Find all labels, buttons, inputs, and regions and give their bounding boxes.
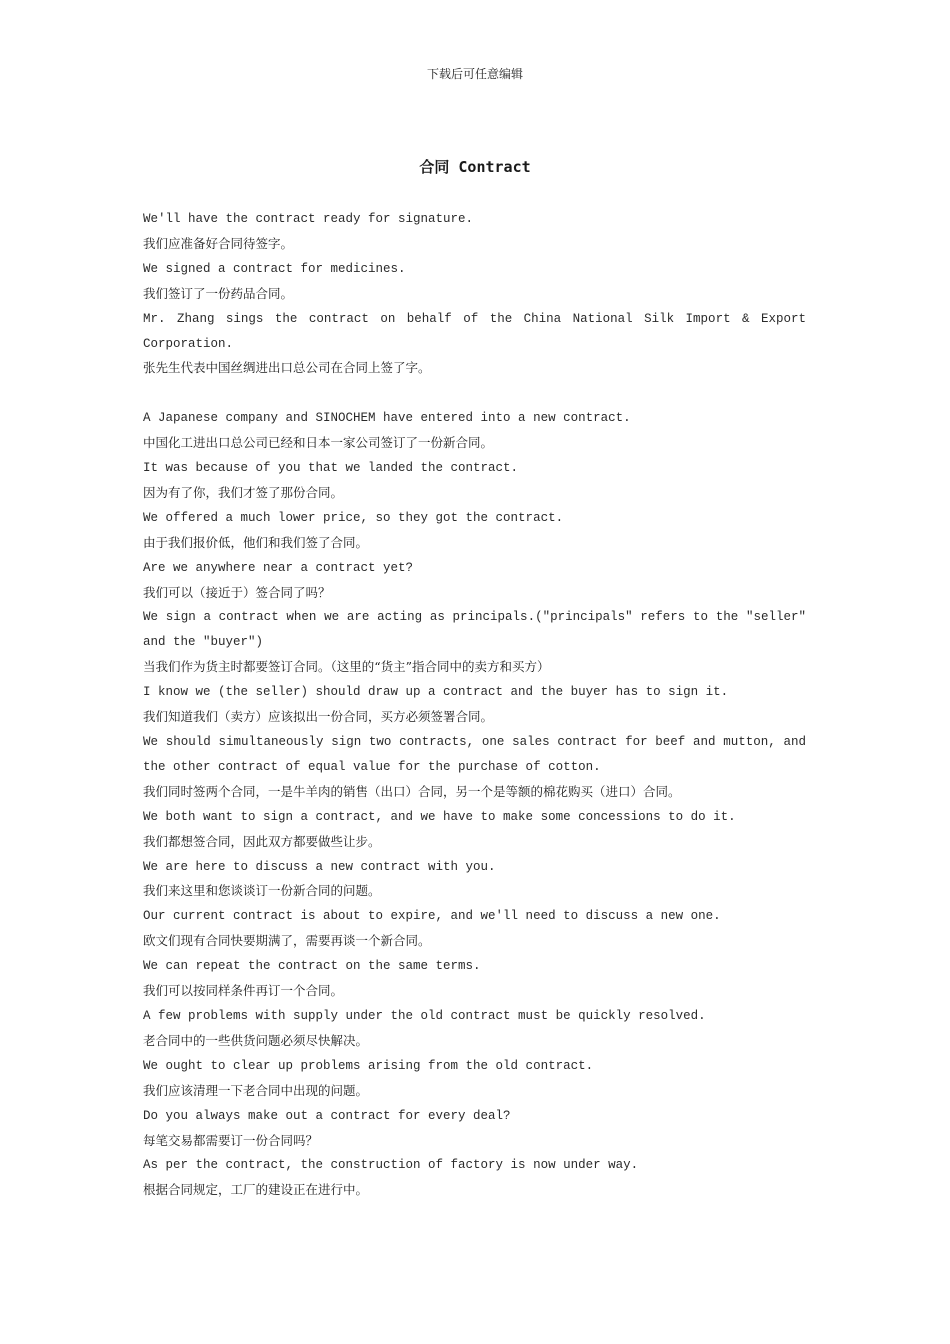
- english-sentence: We sign a contract when we are acting as principals.("principals" refers to the "seller" and the "buyer"): [143, 610, 806, 650]
- english-sentence: We'll have the contract ready for signature.: [143, 212, 474, 226]
- english-sentence: Do you always make out a contract for every deal?: [143, 1108, 511, 1123]
- chinese-sentence: 我们应该清理一下老合同中出现的问题。: [143, 1082, 369, 1098]
- blank-line: [143, 381, 806, 406]
- chinese-sentence: 我们知道我们（卖方）应该拟出一份合同，买方必须签署合同。: [143, 709, 494, 725]
- chinese-sentence: 欧文们现有合同快要期满了，需要再谈一个新合同。: [143, 933, 431, 949]
- header-note: 下载后可任意编辑: [426, 67, 523, 81]
- chinese-sentence: 每笔交易都需要订一份合同吗？: [143, 1132, 319, 1148]
- english-sentence: A few problems with supply under the old contract must be quickly resolved.: [143, 1008, 706, 1023]
- document-body: [143, 207, 806, 1203]
- chinese-sentence: 由于我们报价低，他们和我们签了合同。: [143, 534, 369, 550]
- chinese-sentence: 我们应准备好合同待签字。: [143, 235, 294, 251]
- english-sentence: We both want to sign a contract, and we have to make some concessions to do it.: [143, 809, 736, 824]
- english-sentence: Our current contract is about to expire, and we'll need to discuss a new one.: [143, 909, 721, 924]
- chinese-sentence: 因为有了你，我们才签了那份合同。: [143, 484, 344, 500]
- chinese-sentence: 我们可以按同样条件再订一个合同。: [143, 983, 344, 999]
- chinese-sentence: 我们可以（接近于）签合同了吗？: [143, 584, 331, 600]
- english-sentence: We are here to discuss a new contract with you.: [143, 859, 496, 874]
- english-sentence: A Japanese company and SINOCHEM have entered into a new contract.: [143, 411, 631, 426]
- english-sentence: We ought to clear up problems arising from the old contract.: [143, 1058, 594, 1073]
- english-sentence: Mr. Zhang sings the contract on behalf of the China National Silk Import & Export Corporation.: [143, 311, 806, 351]
- english-sentence: I know we (the seller) should draw up a contract and the buyer has to sign it.: [143, 685, 729, 700]
- chinese-sentence: 中国化工进出口总公司已经和日本一家公司签订了一份新合同。: [143, 435, 494, 451]
- document-title: 合同 Contract: [419, 158, 531, 176]
- english-sentence: We signed a contract for medicines.: [143, 261, 406, 276]
- english-sentence: We should simultaneously sign two contracts, one sales contract for beef and mutton, and the other contract of equal value for the purchase of cotton.: [143, 735, 806, 774]
- english-sentence: It was because of you that we landed the contract.: [143, 461, 519, 476]
- chinese-sentence: 我们来这里和您谈谈订一份新合同的问题。: [143, 883, 381, 899]
- english-sentence: We offered a much lower price, so they got the contract.: [143, 510, 564, 525]
- english-sentence: As per the contract, the construction of factory is now under way.: [143, 1158, 639, 1173]
- english-sentence: Are we anywhere near a contract yet?: [143, 560, 414, 575]
- chinese-sentence: 我们同时签两个合同，一是牛羊肉的销售（出口）合同，另一个是等额的棉花购买（进口）合同。: [143, 783, 681, 799]
- english-sentence: We can repeat the contract on the same terms.: [143, 959, 481, 974]
- chinese-sentence: 我们都想签合同，因此双方都要做些让步。: [143, 833, 381, 849]
- chinese-sentence: 我们签订了一份药品合同。: [143, 285, 294, 301]
- chinese-sentence: 老合同中的一些供货问题必须尽快解决。: [143, 1032, 369, 1048]
- chinese-sentence: 根据合同规定，工厂的建设正在进行中。: [143, 1182, 369, 1198]
- chinese-sentence: 张先生代表中国丝绸进出口总公司在合同上签了字。: [143, 360, 431, 376]
- chinese-sentence: 当我们作为货主时都要签订合同。（这里的“货主”指合同中的卖方和买方）: [143, 659, 550, 675]
